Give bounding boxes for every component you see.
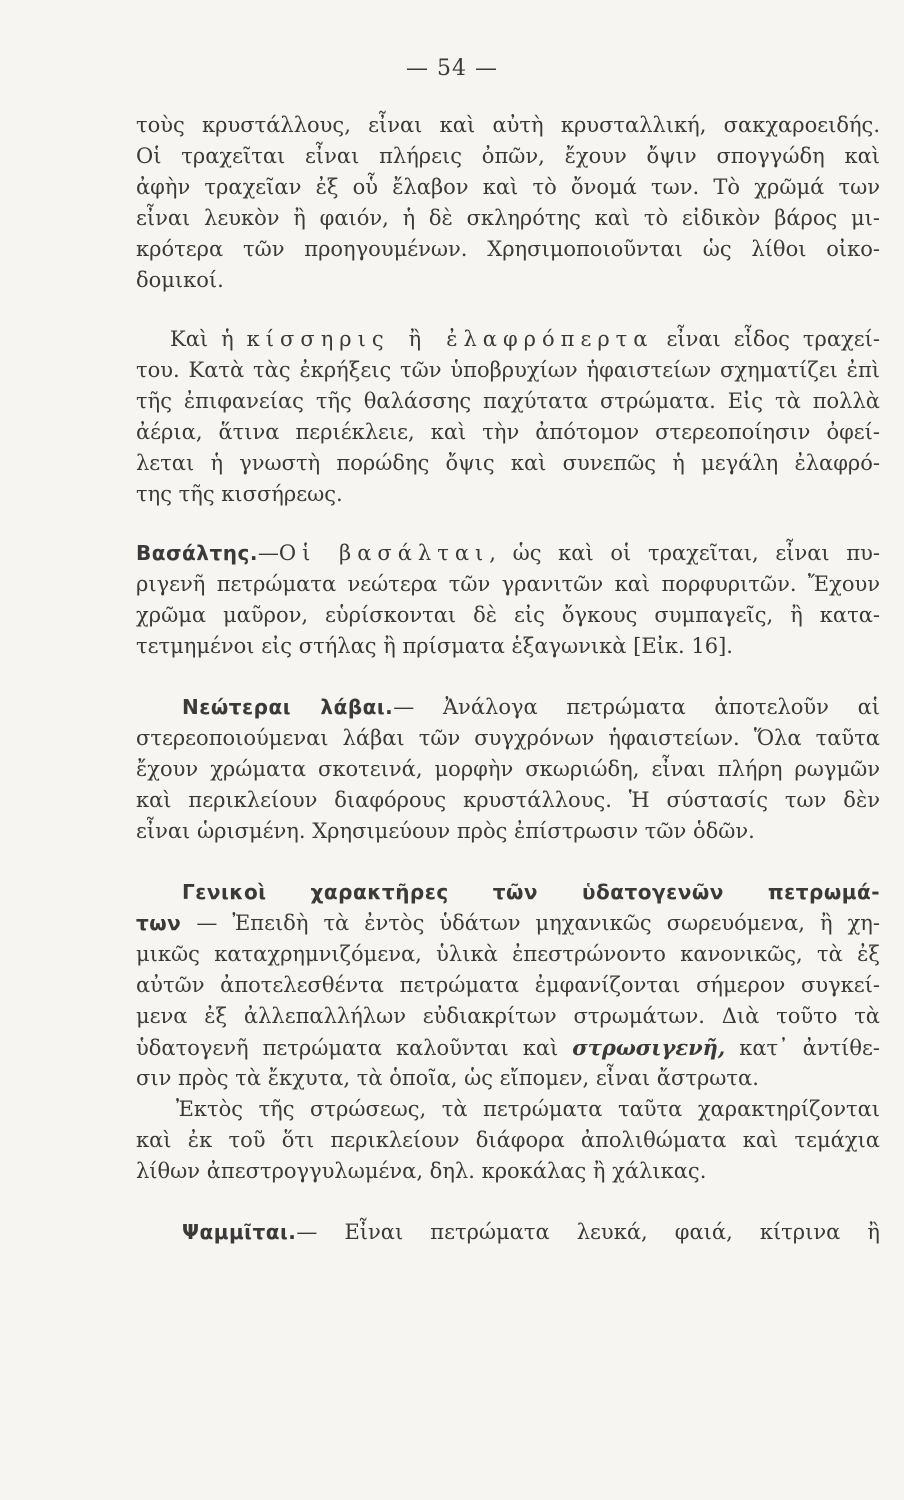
text-line: εἶναι λευκὸν ἢ φαιόν, ἡ δὲ σκληρότης καὶ τὸ εἰδικὸν βάρος μι- <box>136 206 880 230</box>
text-line: δομικοί. <box>136 268 224 292</box>
text-run: ὑδατογενῆ πετρώματα καλοῦνται καὶ <box>136 1036 573 1060</box>
text-run: κατ᾽ ἀντίθε- <box>725 1036 880 1060</box>
paragraph-trachytes <box>136 110 880 296</box>
text-line: λεται ἡ γνωστὴ πορώδης ὄψις καὶ συνεπῶς ἡ μεγάλη ἐλαφρό- <box>136 451 880 475</box>
text-line <box>136 538 880 569</box>
text-line: κρότερα τῶν προηγουμένων. Χρησιμοποιοῦνται ὡς λίθοι οἰκο- <box>136 237 880 261</box>
section-heading: Ψαμμῖται. <box>182 1220 297 1244</box>
text-line: ἀφὴν τραχεῖαν ἐξ οὗ ἔλαβον καὶ τὸ ὄνομά των. Τὸ χρῶμά των <box>136 175 880 199</box>
paragraph-lava <box>136 692 880 847</box>
spaced-term: Οἱ βασάλται <box>278 541 490 565</box>
text-line: ἀέρια, ἅτινα περιέκλειε, καὶ τὴν ἀπότομον στερεοποίησιν ὀφεί- <box>136 420 880 444</box>
text-line <box>136 324 880 355</box>
spaced-term: κίσσηρις ἢ ἐλαφρόπερτα <box>246 327 654 351</box>
text-line: τετμημένοι εἰς στήλας ἢ πρίσματα ἑξαγωνικὰ [Εἰκ. 16]. <box>136 634 733 658</box>
text-line <box>136 692 880 723</box>
text-run: — Ἀνάλογα πετρώματα ἀποτελοῦν αἱ <box>393 695 880 719</box>
text-line: αὐτῶν ἀποτελεσθέντα πετρώματα ἐμφανίζονται σήμερον συγκεί- <box>136 973 880 997</box>
text-line: λίθων ἀπεστρογγυλωμένα, δηλ. κροκάλας ἢ χάλικας. <box>136 1159 707 1183</box>
paragraph-fossils <box>136 1094 880 1187</box>
page-text <box>136 110 880 1248</box>
text-line: σιν πρὸς τὰ ἔκχυτα, τὰ ὁποῖα, ὡς εἴπομεν, εἶναι ἄστρωτα. <box>136 1066 759 1090</box>
page-number: — 54 — <box>406 56 498 81</box>
text-run: Καὶ ἡ <box>170 327 247 351</box>
text-run: εἶναι εἶδος τραχεί- <box>653 327 880 351</box>
text-line: χρῶμα μαῦρον, εὑρίσκονται δὲ εἰς ὄγκους συμπαγεῖς, ἢ κατα- <box>136 603 880 627</box>
section-heading-end: των <box>136 911 182 935</box>
text-line <box>136 1217 880 1248</box>
text-run: — Εἶναι πετρώματα λευκά, φαιά, κίτρινα ἢ <box>296 1220 880 1244</box>
paragraph-pumice <box>136 324 880 510</box>
text-line: στερεοποιούμεναι λάβαι τῶν συγχρόνων ἡφαιστείων. Ὅλα ταῦτα <box>136 726 880 750</box>
text-line: καὶ ἐκ τοῦ ὅτι περικλείουν διάφορα ἀπολιθώματα καὶ τεμάχια <box>136 1128 880 1152</box>
text-line: του. Κατὰ τὰς ἐκρήξεις τῶν ὑποβρυχίων ἡφαιστείων σχηματίζει ἐπὶ <box>136 358 880 382</box>
text-line: καὶ περικλείουν διαφόρους κρυστάλλους. Ἡ σύστασίς των δὲν <box>136 788 880 812</box>
text-line: ριγενῆ πετρώματα νεώτερα τῶν γρανιτῶν καὶ πορφυριτῶν. Ἔχουν <box>136 572 880 596</box>
paragraph-basalt <box>136 538 880 662</box>
paragraph-sandstone <box>136 1217 880 1248</box>
text-line: τοὺς κρυστάλλους, εἶναι καὶ αὐτὴ κρυσταλλική, σακχαροειδής. <box>136 113 880 137</box>
text-line: Ἐκτὸς τῆς στρώσεως, τὰ πετρώματα ταῦτα χαρακτηρίζονται <box>176 1097 880 1121</box>
section-heading: Γενικοὶ χαρακτῆρες τῶν ὑδατογενῶν πετρωμά- <box>182 880 880 904</box>
text-line: εἶναι ὡρισμένη. Χρησιμεύουν πρὸς ἐπίστρωσιν τῶν ὁδῶν. <box>136 819 755 843</box>
text-line: μικῶς καταχρημνιζόμενα, ὑλικὰ ἐπεστρώνοντο κανονικῶς, τὰ ἐξ <box>136 942 880 966</box>
text-run: — <box>257 541 279 565</box>
text-line <box>136 1032 880 1063</box>
section-heading: Βασάλτης. <box>136 541 258 565</box>
text-line: της τῆς κισσήρεως. <box>136 482 343 506</box>
text-run: , ὡς καὶ οἱ τραχεῖται, εἶναι πυ- <box>489 541 880 565</box>
text-line: τῆς ἐπιφανείας τῆς θαλάσσης παχύτατα στρώματα. Εἰς τὰ πολλὰ <box>136 389 880 413</box>
text-line <box>136 908 880 939</box>
text-line: Οἱ τραχεῖται εἶναι πλήρεις ὀπῶν, ἔχουν ὄψιν σπογγώδη καὶ <box>136 144 880 168</box>
text-run: — Ἐπειδὴ τὰ ἐντὸς ὑδάτων μηχανικῶς σωρευόμενα, ἢ χη- <box>181 911 880 935</box>
text-line: μενα ἐξ ἀλλεπαλλήλων εὐδιακρίτων στρωμάτων. Διὰ τοῦτο τὰ <box>136 1004 880 1028</box>
paragraph-sedimentary <box>136 877 880 1094</box>
text-line: ἔχουν χρώματα σκοτεινά, μορφὴν σκωριώδη, εἶναι πλήρη ρωγμῶν <box>136 757 880 781</box>
section-heading: Νεώτεραι λάβαι. <box>182 695 394 719</box>
emphasized-term: στρωσιγενῆ, <box>572 1035 726 1060</box>
